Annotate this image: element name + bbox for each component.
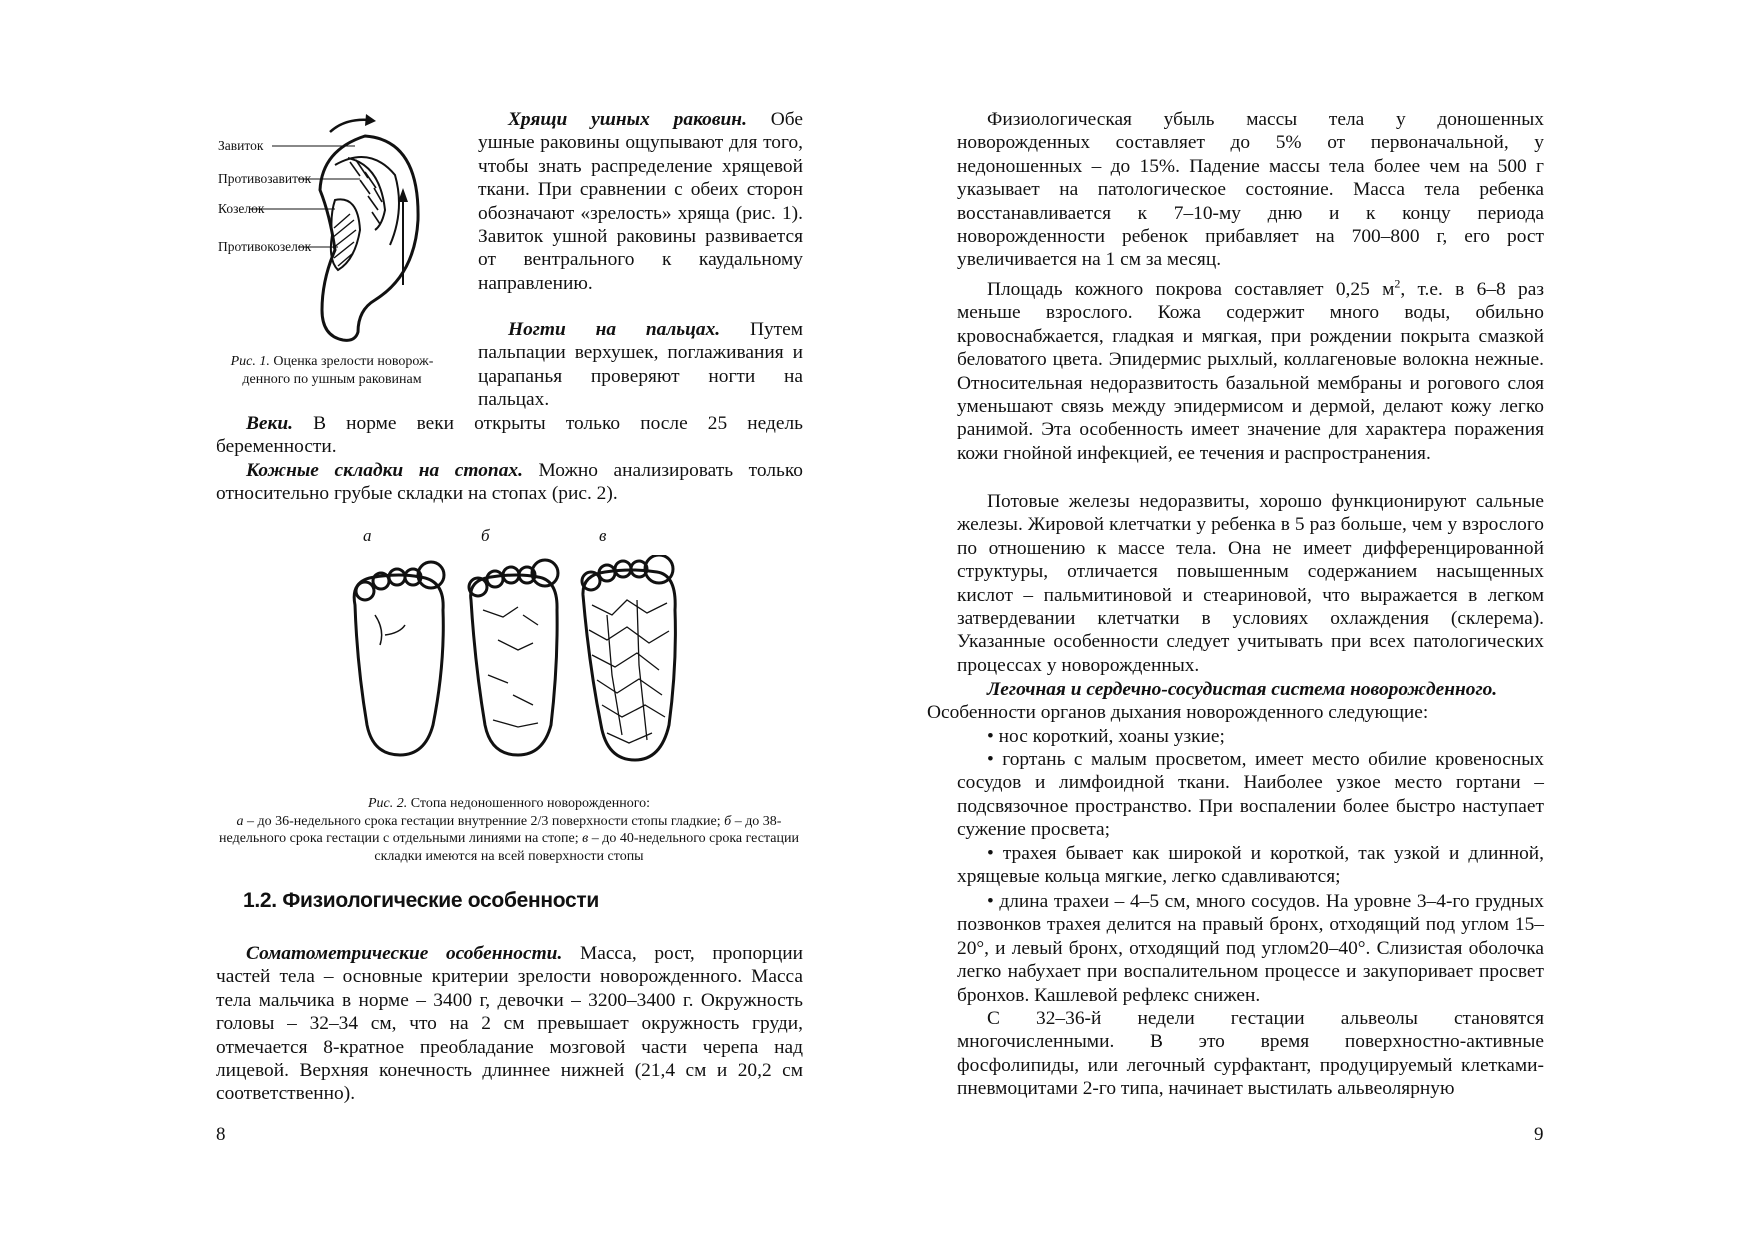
eyelids-heading: Веки. xyxy=(246,413,293,434)
fig1-label-antihelix: Противозавиток xyxy=(218,171,312,186)
fig2-caption-a: – до 36-недельного срока гестации внутренние 2/3 поверхности стопы гладкие; xyxy=(243,813,725,829)
folds-text: Можно анализировать только относительно грубые складки на стопах (рис. 2). xyxy=(216,460,803,505)
fig2-caption-c: – до 40-недельного срока гестации складки имеются на всей поверхности стопы xyxy=(374,831,799,864)
somato-heading: Соматометрические особенности. xyxy=(246,943,563,964)
folds-paragraph xyxy=(216,459,803,506)
fig1-label-tragus: Козелок xyxy=(218,201,265,216)
eyelids-paragraph xyxy=(216,412,803,459)
skin-sup: 2 xyxy=(1394,276,1401,291)
fig1-label-antitragus: Противокозелок xyxy=(218,239,312,254)
lung-heading: Легочная и сердечно-сосудистая система новорожденного. xyxy=(987,679,1498,700)
eyelids-text: В норме веки открыты только после 25 недель беременности. xyxy=(216,413,803,458)
fig2-letter-a: а xyxy=(363,526,372,545)
fig2-caption-a-letter: а xyxy=(236,813,244,829)
page-number-right: 9 xyxy=(1534,1124,1544,1145)
bullet-item-2: • гортань с малым просветом, имеет место обилие кровеносных сосудов и лимфоидной ткани. Наиболее узкое место гортани – подсвязочное пространство. При воспалении более быстро наступает сужение просвета; xyxy=(957,749,1544,841)
ears-text: Обе ушные раковины ощупывают для того, чтобы знать распределение хрящевой ткани. При сравнении с обеих сторон обозначают «зрелость» хряща (рис. 1). Завиток ушной раковины развивается от вентрального к каудальному направлению. xyxy=(478,109,803,294)
alveoli-paragraph: С 32–36-й недели гестации альвеолы становятся многочисленными. В это время поверхностно-активные фосфолипиды, или легочный сурфактант, продуцируемый клетками-пневмоцитами 2-го типа, начинает выстилать альвеолярную xyxy=(957,1008,1544,1100)
fig1-caption xyxy=(212,353,452,388)
foot-b xyxy=(469,560,558,755)
feet-figure xyxy=(345,555,690,785)
ears-heading: Хрящи ушных раковин. xyxy=(508,109,747,130)
fig2-caption-b-letter: б xyxy=(724,813,732,829)
somato-paragraph xyxy=(216,942,803,1106)
page-number-left: 8 xyxy=(216,1124,226,1145)
fig1-label-helix: Завиток xyxy=(218,138,264,153)
fig2-caption xyxy=(214,795,804,865)
bullet-item-4: • длина трахеи – 4–5 см, много сосудов. На уровне 3–4-го грудных позвонков трахея делится на правый бронх, отходящий под углом 15–20°, и левый бронх, отходящий под углом20–40°. Слизистая оболочка легко набухает при воспалительном процессе и закупоривает просвет бронхов. Кашлевой рефлекс снижен. xyxy=(957,891,1544,1006)
skin-text-end: , т.е. в 6–8 раз меньше взрослого. Кожа содержит много воды, обильно кровоснабжается, гладкая и мягкая, при рождении покрыта смазкой беловатого цвета. Эпидермис рыхлый, коллагеновые волокна нежные. Относительная недоразвитость базальной мембраны и рогового слоя уменьшают связь между эпидермисом и дермой, делают кожу легко ранимой. Эта особенность имеет значение для характера поражения кожи гнойной инфекцией, ее течения и распространения. xyxy=(957,279,1544,464)
section-title: 1.2. Физиологические особенности xyxy=(243,889,600,912)
lung-intro: Особенности органов дыхания новорожденного следующие: xyxy=(927,702,1429,724)
skin-text-start: Площадь кожного покрова составляет 0,25 м xyxy=(987,279,1395,300)
fig2-caption-c-letter: в xyxy=(582,831,589,846)
lung-paragraph xyxy=(927,678,1544,725)
fig2-caption-prefix: Рис. 2. xyxy=(367,796,408,811)
bullet-item-1: • нос короткий, хоаны узкие; xyxy=(987,726,1225,747)
fig2-letter-c: в xyxy=(599,526,607,545)
fig2-caption-title: Стопа недоношенного новорожденного: xyxy=(407,796,650,811)
somato-text: Масса, рост, пропорции частей тела – основные критерии зрелости новорожденного. Масса тела мальчика в норме – 3400 г, девочки – 3200–3400 г. Окружность головы – 32–34 см, что на 2 см превышает окружность груди, отмечается 8-кратное преобладание мозговой части черепа над лицевой. Верхняя конечность длиннее нижней (21,4 см и 20,2 см соответственно). xyxy=(216,943,803,1105)
nails-paragraph xyxy=(478,318,803,412)
fig2-letter-b: б xyxy=(481,526,490,545)
left-page xyxy=(0,0,877,1240)
glands-paragraph: Потовые железы недоразвиты, хорошо функционируют сальные железы. Жировой клетчатки у ребенка в 5 раз больше, чем у взрослого по отношению к массе тела. Она не имеет дифференцированной структуры, отличается повышенным содержанием насыщенных кислот – пальмитиновой и стеариновой, что выражается в легком затвердевании клетчатки в условиях охлаждения (склерема). Указанные особенности следует учитывать при всех патологических процессах у новорожденных. xyxy=(957,491,1544,676)
fig2-caption-b: – до 38-недельного срока гестации с отдельными линиями на стопе; xyxy=(219,813,782,846)
skin-paragraph xyxy=(957,278,1544,465)
nails-text: Путем пальпации верхушек, поглаживания и царапанья проверяют ногти на пальцах. xyxy=(478,319,803,411)
ears-paragraph xyxy=(478,108,803,295)
fig1-caption-prefix: Рис. 1. xyxy=(230,354,270,369)
weight-paragraph: Физиологическая убыль массы тела у доношенных новорожденных составляет до 5% от первоначальной, у недоношенных – до 15%. Падение массы тела более чем на 500 г указывает на патологическое состояние. Масса тела ребенка восстанавливается к 7–10-му дню и к концу периода новорожденности ребенок прибавляет на 700–800 г, его рост увеличивается на 1 см за месяц. xyxy=(957,109,1544,271)
bullet-item-3: • трахея бывает как широкой и короткой, так узкой и длинной, хрящевые кольца мягкие, легко сдавливаются; xyxy=(957,843,1544,888)
nails-heading: Ногти на пальцах. xyxy=(508,319,721,340)
right-page xyxy=(877,0,1755,1240)
folds-heading: Кожные складки на стопах. xyxy=(246,460,523,481)
foot-a xyxy=(354,562,444,755)
foot-c xyxy=(582,555,675,760)
fig1-caption-text: Оценка зрелости новорож-денного по ушным раковинам xyxy=(242,354,434,387)
